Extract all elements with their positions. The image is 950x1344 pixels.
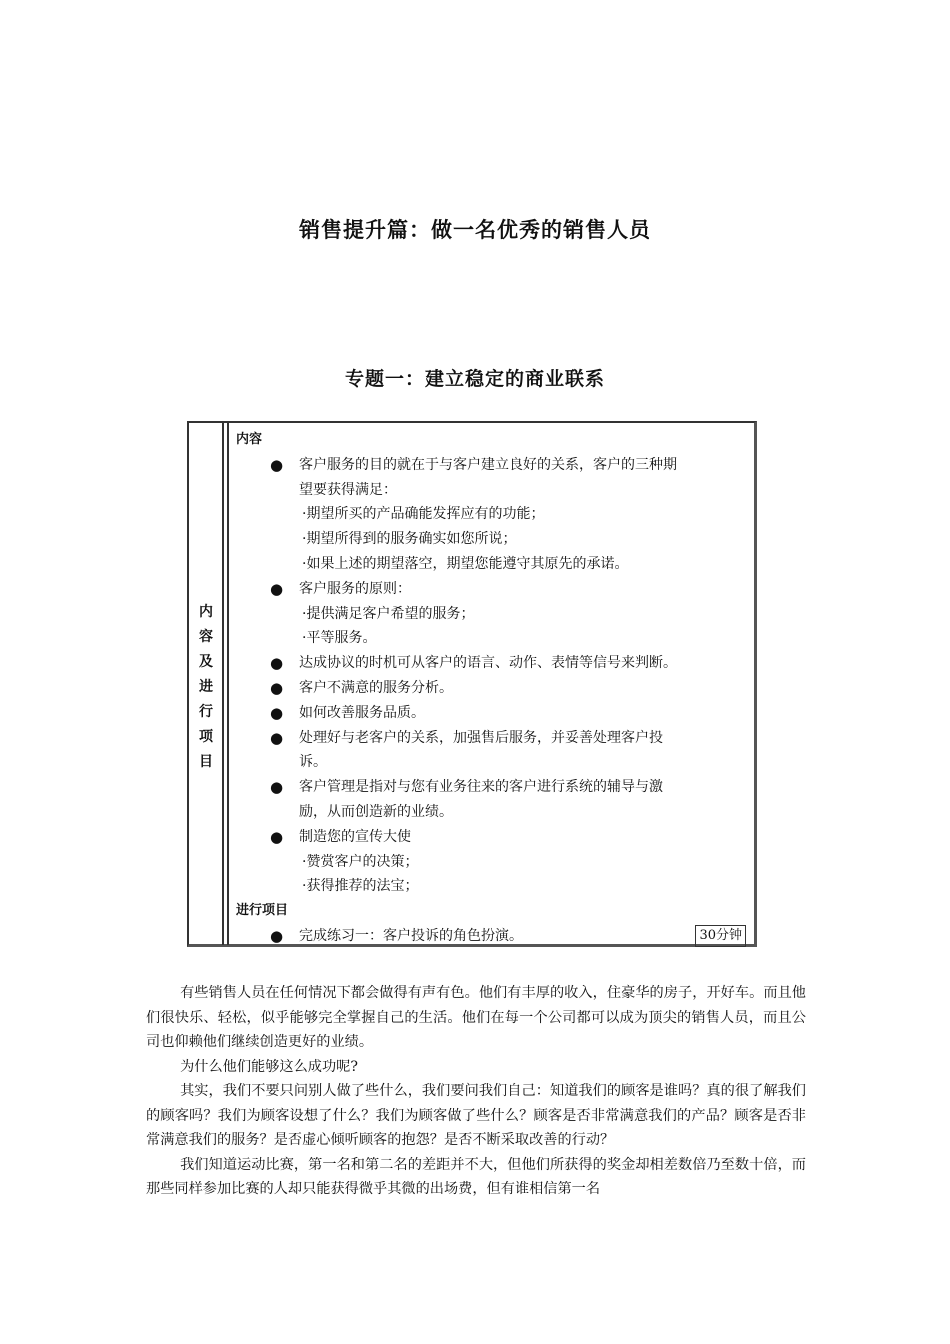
duration-badge: 30分钟: [695, 925, 746, 947]
list-item: [236, 726, 752, 776]
paragraph: 为什么他们能够这么成功呢?: [180, 1058, 358, 1075]
list-item-text: 处理好与老客户的关系，加强售后服务，并妥善处理客户投: [299, 729, 663, 746]
sub-item: ·赞赏客户的决策；: [302, 853, 419, 870]
side-label: [190, 600, 222, 775]
page-title: 销售提升篇：做一名优秀的销售人员: [299, 218, 651, 242]
paragraph: 我们知道运动比赛，第一名和第二名的差距并不大，但他们所获得的奖金却相差数倍乃至数十倍，而那些同样参加比赛的人却只能获得微乎其微的出场费，但有谁相信第一名: [146, 1156, 806, 1197]
bullet-icon: ●: [270, 678, 284, 697]
sub-item: ·期望所买的产品确能发挥应有的功能；: [302, 506, 545, 523]
list-item-text: 达成协议的时机可从客户的语言、动作、表情等信号来判断。: [299, 655, 677, 672]
list-item-text: 如何改善服务品质。: [299, 704, 425, 721]
list-item: [236, 577, 752, 602]
bullet-icon: ●: [270, 778, 284, 797]
body-text: [146, 981, 806, 1202]
list-item-text: 客户管理是指对与您有业务往来的客户进行系统的辅导与激: [299, 779, 663, 796]
list-item-text: 诉。: [299, 754, 327, 771]
bullet-icon: ●: [270, 728, 284, 747]
list-item: [236, 825, 752, 850]
side-label-char: 内: [199, 604, 213, 620]
sub-item: ·获得推荐的法宝；: [302, 878, 419, 895]
exercise-item: [236, 924, 752, 949]
side-label-char: 容: [199, 629, 213, 645]
list-item-text: 客户服务的目的就在于与客户建立良好的关系，客户的三种期: [299, 456, 677, 473]
list-item-text: 望要获得满足：: [299, 481, 397, 498]
section-header-activities: 进行项目: [236, 903, 289, 919]
table-divider: [222, 423, 224, 945]
bullet-icon: ●: [270, 926, 284, 945]
paragraph: 有些销售人员在任何情况下都会做得有声有色。他们有丰厚的收入，住豪华的房子，开好车。而且他们很快乐、轻松，似乎能够完全掌握自己的生活。他们在每一个公司都可以成为顶尖的销售人员，而且公司也仰赖他们继续创造更好的业绩。: [146, 985, 806, 1050]
exercise-text: 完成练习一：客户投诉的角色扮演。: [299, 927, 523, 944]
section-subtitle: 专题一：建立稳定的商业联系: [344, 368, 605, 390]
paragraph: 其实，我们不要只问别人做了些什么，我们要问我们自己：知道我们的顾客是谁吗？真的很了解我们的顾客吗？我们为顾客设想了什么？我们为顾客做了些什么？顾客是否非常满意我们的产品？顾客是否非常满意我们的服务？是否虚心倾听顾客的抱怨？是否不断采取改善的行动？: [146, 1083, 806, 1148]
sub-item: ·期望所得到的服务确实如您所说；: [302, 531, 517, 548]
bullet-icon: ●: [270, 579, 284, 598]
list-item: [236, 676, 752, 701]
sub-item: ·平等服务。: [302, 630, 377, 647]
side-label-char: 进: [199, 679, 213, 695]
bullet-icon: ●: [270, 827, 284, 846]
side-label-char: 行: [199, 704, 213, 720]
sub-item: ·提供满足客户希望的服务；: [302, 605, 475, 622]
sub-item: ·如果上述的期望落空，期望您能遵守其原先的承诺。: [302, 555, 629, 572]
section-header-content: 内容: [236, 432, 263, 447]
side-label-char: 及: [199, 654, 213, 670]
list-item: [236, 775, 752, 825]
list-item-text: 励，从而创造新的业绩。: [299, 803, 453, 820]
side-label-char: 项: [199, 729, 213, 745]
table-content: [236, 428, 752, 949]
side-label-char: 目: [199, 754, 213, 770]
list-item-text: 制造您的宣传大使: [299, 828, 411, 845]
bullet-icon: ●: [270, 654, 284, 673]
list-item: [236, 701, 752, 726]
bullet-icon: ●: [270, 703, 284, 722]
list-item: [236, 453, 752, 503]
list-item: [236, 651, 752, 676]
table-divider-inner: [227, 423, 229, 945]
bullet-icon: ●: [270, 455, 284, 474]
list-item-text: 客户不满意的服务分析。: [299, 679, 453, 696]
list-item-text: 客户服务的原则：: [299, 580, 411, 597]
